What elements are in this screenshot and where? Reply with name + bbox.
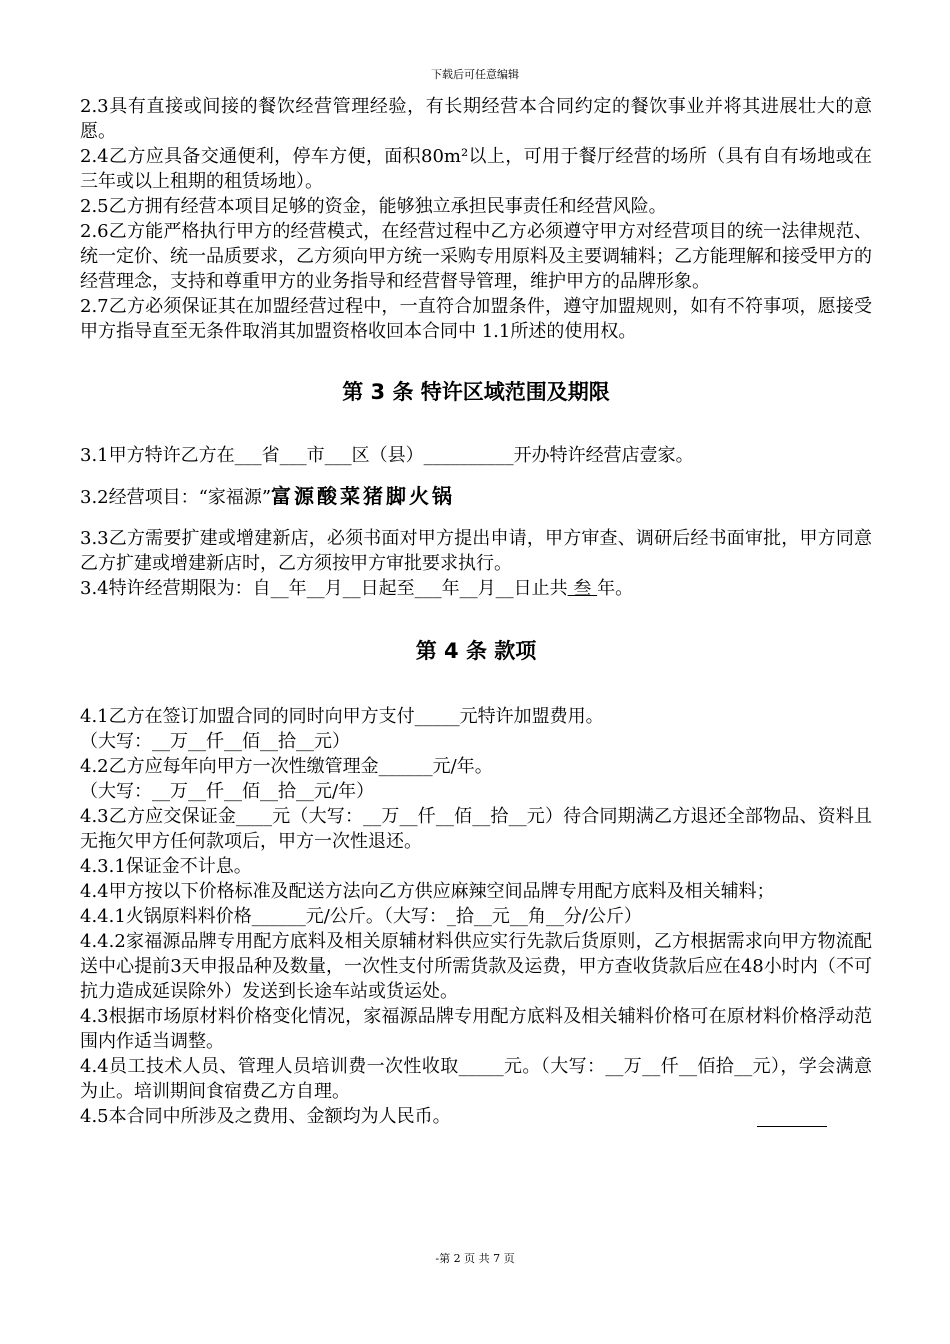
clause-4-3-price-adjust: 4.3根据市场原材料价格变化情况，家福源品牌专用配方底料及相关辅料价格可在原材料价格浮动范围内作适当调整。 [80,1006,872,1052]
clause-3-4-text: 3.4特许经营期限为：自__年__月__日起至___年__月__日止共 [80,578,568,599]
clause-4-4-1: 4.4.1火锅原料料价格______元/公斤。（大写：_拾__元__角__分/公斤） [80,906,642,927]
clause-2-7: 2.7乙方必须保证其在加盟经营过程中，一直符合加盟条件，遵守加盟规则，如有不符事项，愿接受甲方指导直至无条件取消其加盟资格收回本合同中 1.1所述的使用权。 [80,296,872,342]
clause-3-3: 3.3乙方需要扩建或增建新店，必须书面对甲方提出申请，甲方审查、调研后经书面审批，甲方同意乙方扩建或增建新店时，乙方须按甲方审批要求执行。 [80,528,872,574]
clause-4-2-amount: （大写：__万__仟__佰__拾__元/年） [80,781,375,802]
clause-3-4 [80,576,872,601]
section-heading-3: 第 3 条 特许区域范围及期限 [342,380,610,404]
clause-3-2 [80,484,872,510]
page-footer: -第 2 页 共 7 页 [435,1252,515,1265]
clause-3-4-end: 年。 [597,578,634,599]
section-heading-4: 第 4 条 款项 [415,639,537,663]
clause-4-4-2: 4.4.2家福源品牌专用配方底料及相关原辅材料供应实行先款后货原则，乙方根据需求向甲方物流配送中心提前3天申报品种及数量，一次性支付所需货款及运费，甲方查收货款后应在48小时内（不可抗力造成延误除外）发送到长途车站或货运处。 [80,931,872,1002]
clause-4-1-amount: （大写：__万__仟__佰__拾__元） [80,731,350,752]
clause-4-4: 4.4甲方按以下价格标准及配送方法向乙方供应麻辣空间品牌专用配方底料及相关辅料； [80,881,775,902]
underline-rule [757,1126,827,1127]
clause-4-5: 4.5本合同中所涉及之费用、金额均为人民币。 [80,1106,451,1127]
brand-name: 富源酸菜猪脚火锅 [271,484,456,508]
clause-2-4: 2.4乙方应具备交通便利，停车方便，面积80m²以上，可用于餐厅经营的场所（具有自有场地或在三年或以上租期的租赁场地）。 [80,146,872,192]
term-years: 叁 [567,578,598,599]
clause-4-2: 4.2乙方应每年向甲方一次性缴管理金______元/年。 [80,756,493,777]
clause-2-3: 2.3具有直接或间接的餐饮经营管理经验，有长期经营本合同约定的餐饮事业并将其进展壮大的意愿。 [80,96,872,142]
clause-3-2-label: 3.2经营项目：“家福源” [80,487,272,508]
clause-2-6: 2.6乙方能严格执行甲方的经营模式，在经营过程中乙方必须遵守甲方对经营项目的统一法律规范、统一定价、统一品质要求，乙方须向甲方统一采购专用原料及主要调辅料；乙方能理解和接受甲方的经营理念，支持和尊重甲方的业务指导和经营督导管理，维护甲方的品牌形象。 [80,221,872,292]
document-body [80,94,872,1129]
page-header: 下载后可任意编辑 [431,68,519,81]
clause-4-3-1: 4.3.1保证金不计息。 [80,856,252,877]
clause-4-1: 4.1乙方在签订加盟合同的同时向甲方支付_____元特许加盟费用。 [80,706,604,727]
clause-2-5: 2.5乙方拥有经营本项目足够的资金，能够独立承担民事责任和经营风险。 [80,196,667,217]
clause-4-3: 4.3乙方应交保证金____元（大写：__万__仟__佰__拾__元）待合同期满乙方退还全部物品、资料且无拖欠甲方任何款项后，甲方一次性退还。 [80,806,872,852]
clause-3-1: 3.1甲方特许乙方在___省___市___区（县）__________开办特许经营店壹家。 [80,445,694,466]
clause-4-4-training: 4.4员工技术人员、管理人员培训费一次性收取_____元。（大写：__万__仟__佰拾__元），学会满意为止。培训期间食宿费乙方自理。 [80,1056,872,1102]
